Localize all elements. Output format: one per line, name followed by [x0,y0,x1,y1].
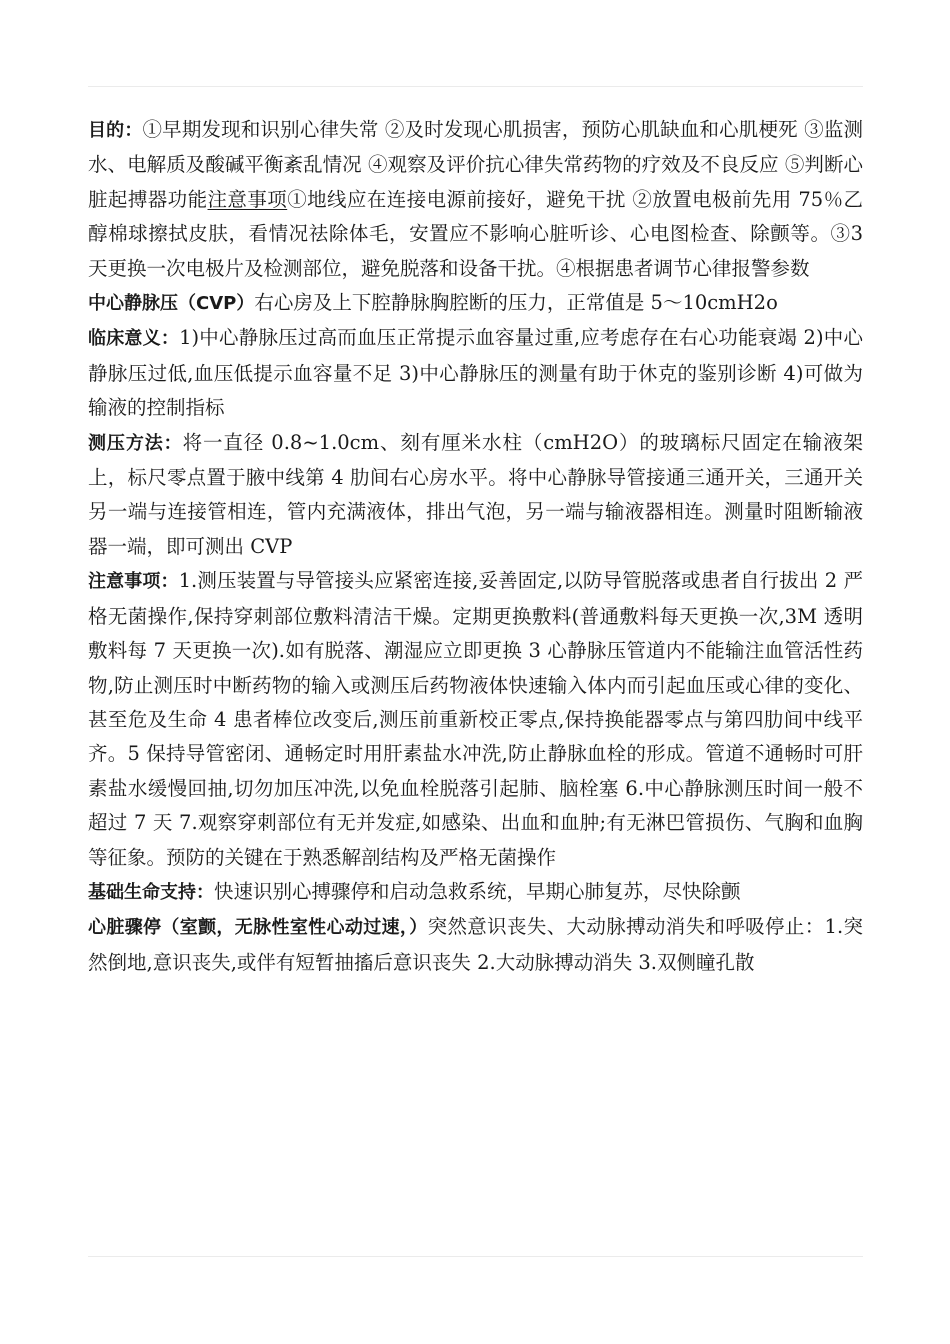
bls-text: 快速识别心搏骤停和启动急救系统，早期心肺复苏，尽快除颤 [214,879,741,903]
cardiac-arrest-text: 突然意识丧失、大动脉搏动消失和呼吸停止：1.突然倒地,意识丧失,或伴有短暂抽搐后意识丧失 2.大动脉搏动消失 3.双侧瞳孔散 [88,915,864,974]
precautions-text: ①地线应在连接电源前接好，避免干扰 ②放置电极前先用 75％乙醇棉球擦拭皮肤，看情况祛除体毛，安置应不影响心脏听诊、心电图检查、除颤等。③3 天更换一次电极片及检测部位，避免脱落和设备干扰。④根据患者调节心律报警参数 [88,187,863,280]
cardiac-arrest-label: 心脏骤停（室颤，无脉性室性心动过速，） [88,917,428,939]
precautions-label: 注意事项 [207,187,288,211]
cvp-label: 中心静脉压（CVP） [88,293,255,315]
clinical-significance-label: 临床意义： [88,328,180,350]
clinical-significance-text: 1)中心静脉压过高而血压正常提示血容量过重,应考虑存在右心功能衰竭 2)中心静脉压过低,血压低提示血容量不足 3)中心静脉压的测量有助于休克的鉴别诊断 4)可做为输液的控制指标 [88,326,863,420]
measurement-method-text: 将一直径 0.8~1.0cm、刻有厘米水柱（cmH2O）的玻璃标尺固定在输液架上，标尺零点置于腋中线第 4 肋间右心房水平。将中心静脉导管接通三通开关，三通开关另一端与连接管相连，管内充满液体，排出气泡，另一端与输液器相连。测量时阻断输液器一端，即可测出 CVP [88,430,863,558]
cardiac-arrest-paragraph [88,910,863,980]
clinical-significance-paragraph [88,321,863,425]
cvp-text: 右心房及上下腔静脉胸腔断的压力，正常值是 5～10cmH2o [254,291,778,315]
document-body [88,113,863,980]
bls-label: 基础生命支持： [88,881,214,903]
top-divider [88,86,863,87]
bls-paragraph [88,875,863,910]
purpose-text: ①早期发现和识别心律失常 ②及时发现心肌损害，预防心肌缺血和心肌梗死 ③监测水、电解质及酸碱平衡紊乱情况 ④观察及评价抗心律失常药物的疗效及不良反应 ⑤判断心脏起搏器功能 [88,118,863,211]
notes-label: 注意事项： [88,571,179,593]
notes-paragraph [88,564,863,875]
notes-text: 1.测压装置与导管接头应紧密连接,妥善固定,以防导管脱落或患者自行拔出 2 严格无菌操作,保持穿刺部位敷料清洁干燥。定期更换敷料(普通敷料每天更换一次,3M 透明敷料每 7 天更换一次).如有脱落、潮湿应立即更换 3 心静脉压管道内不能输注血管活性药物,防止测压时中断药物的输入或测压后药物液体快速输入体内而引起血压或心律的变化、甚至危及生命 4 患者棒位改变后,测压前重新校正零点,保持换能器零点与第四肋间中线平齐。5 保持导管密闭、通畅定时用肝素盐水冲洗,防止静脉血栓的形成。管道不通畅时可肝素盐水缓慢回抽,切勿加压冲洗,以免血栓脱落引起肺、脑栓塞 6.中心静脉测压时间一般不超过 7 天 7.观察穿刺部位有无并发症,如感染、出血和血肿;有无淋巴管损伤、气胸和血胸等征象。预防的关键在于熟悉解剖结构及严格无菌操作 [88,569,864,869]
purpose-label: 目的： [88,120,143,141]
purpose-paragraph [88,113,863,286]
bottom-divider [88,1256,863,1257]
cvp-paragraph [88,286,863,321]
measurement-method-label: 测压方法： [88,432,183,454]
measurement-method-paragraph [88,426,863,565]
